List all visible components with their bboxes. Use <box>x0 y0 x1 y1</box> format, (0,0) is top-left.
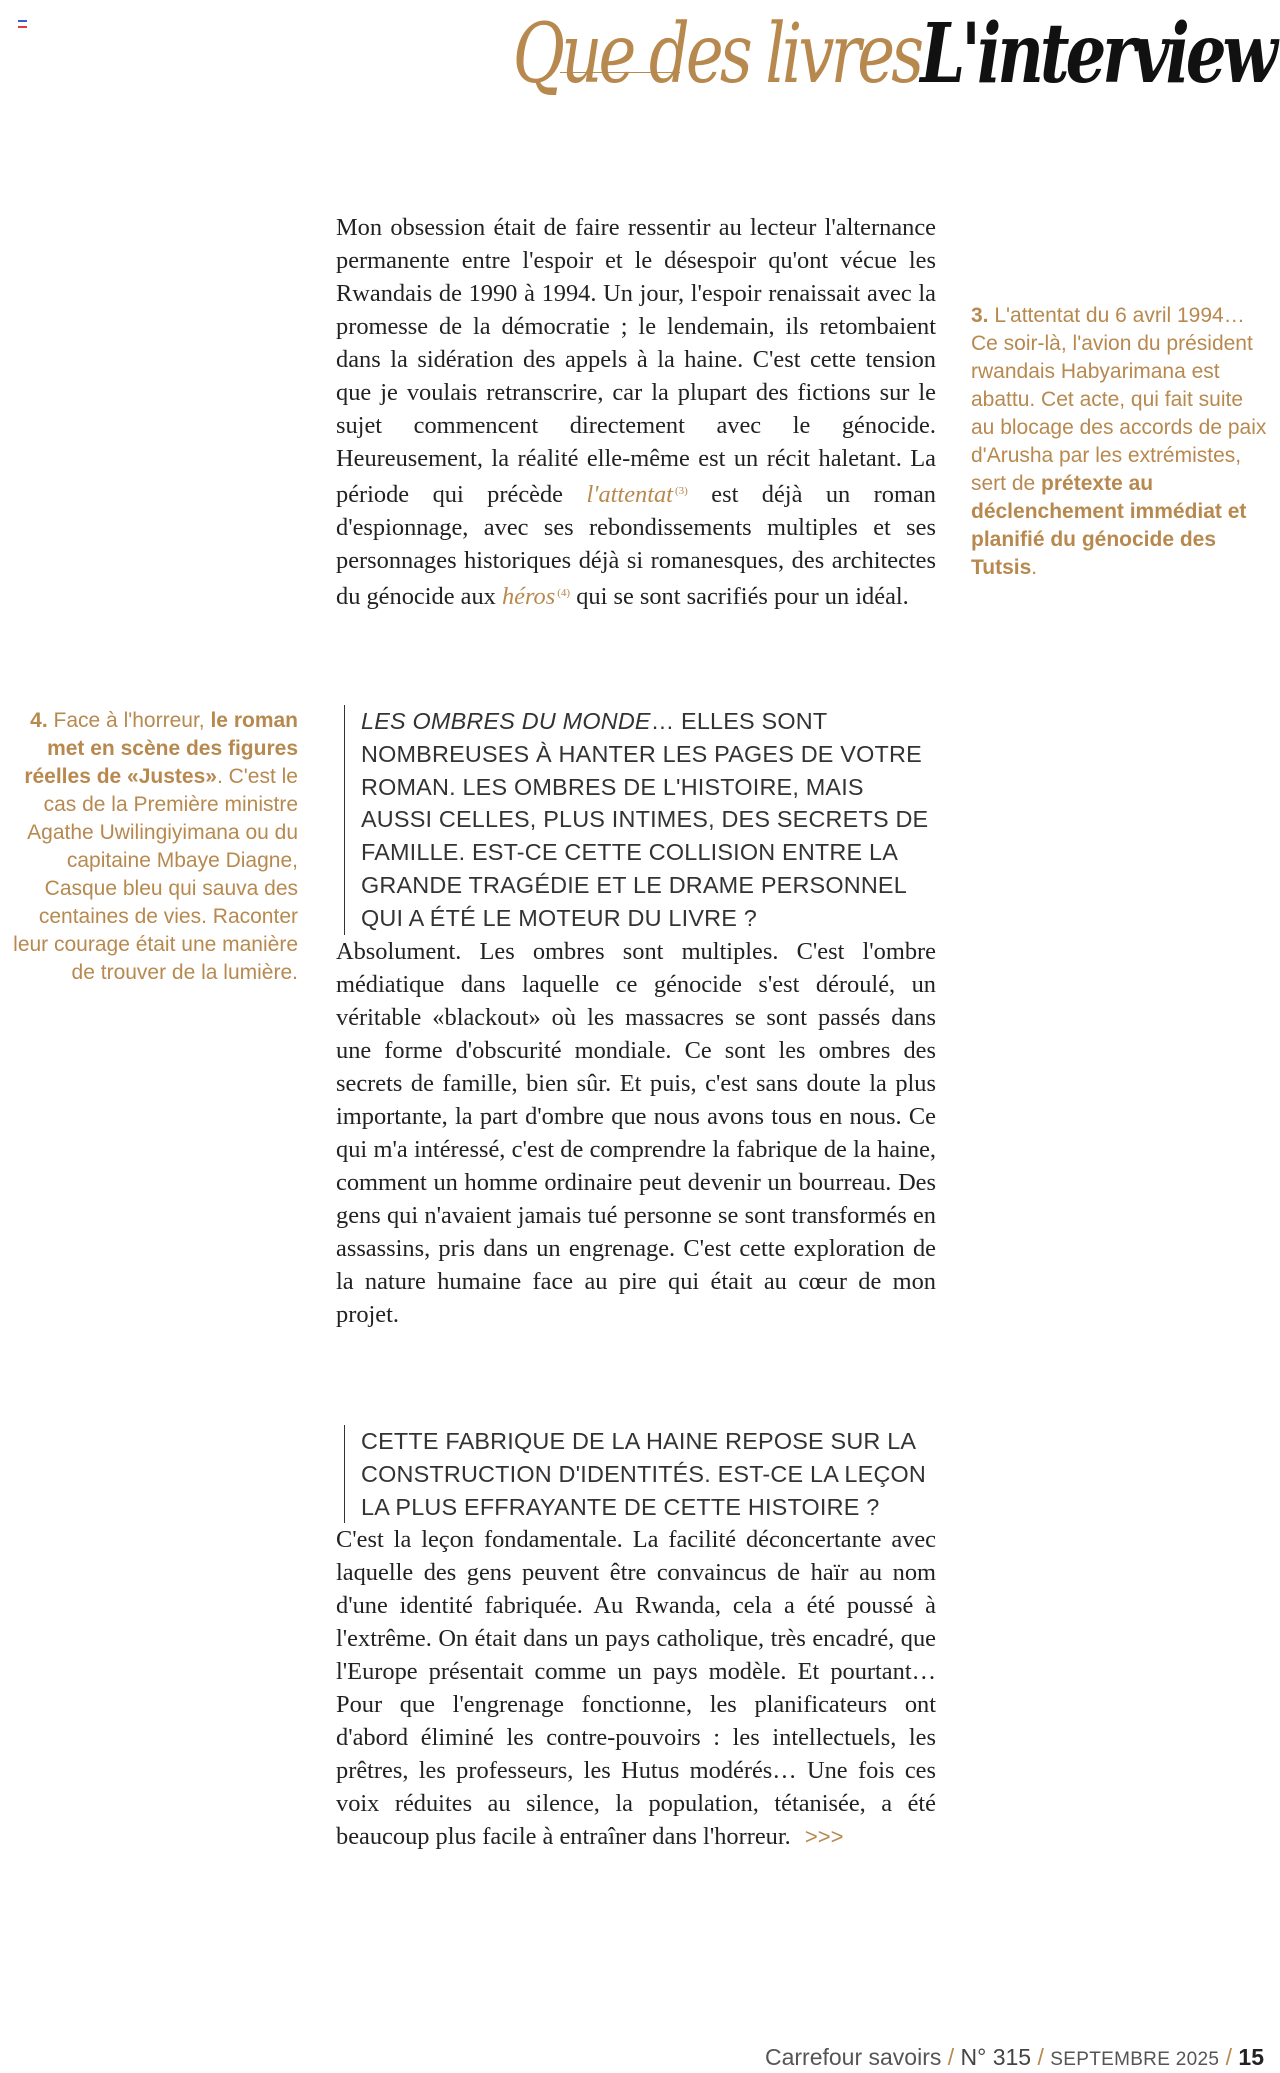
qa-block-2 <box>336 1425 936 1853</box>
answer-text: C'est la leçon fondamentale. La facilité déconcertante avec laquelle des gens peuvent être convaincus de haïr au nom d'une identité fabriquée. Au Rwanda, cela a été poussé à l'extrême. On était dans un pays catholique, très encadré, que l'Europe présentait comme un pays modèle. Et pourtant… Pour que l'engrenage fonctionne, les planificateurs ont d'abord éliminé les contre-pouvoirs : les intellectuels, les prêtres, les professeurs, les Hutus modérés… Une fois ces voix réduites au silence, la population, tétanisée, a été beaucoup plus facile à entraîner dans l'horreur. <box>336 1526 936 1851</box>
page-footer <box>765 2044 1264 2071</box>
magazine-name: Carrefour savoirs <box>764 2044 942 2070</box>
header-title-rubric: L'interview <box>920 6 1274 102</box>
sidenote-bold: le roman met en scène des figures réelles de «Justes» <box>24 709 298 788</box>
sidenote-3 <box>971 302 1271 582</box>
footnote-number-4: (4) <box>557 587 571 599</box>
interview-question <box>344 705 936 935</box>
continue-arrow-icon[interactable]: >>> <box>804 1824 844 1850</box>
footer-separator: / <box>1225 2044 1233 2070</box>
sidenote-number: 4. <box>30 709 48 732</box>
interview-question: CETTE FABRIQUE DE LA HAINE REPOSE SUR LA CONSTRUCTION D'IDENTITÉS. EST-CE LA LEÇON LA PLUS EFFRAYANTE DE CETTE HISTOIRE ? <box>344 1425 936 1523</box>
paragraph-text: qui se sont sacrifiés pour un idéal. <box>576 583 909 610</box>
header-title-section: Que des livres <box>512 7 921 102</box>
footnote-ref-attentat[interactable]: l'attentat <box>586 481 673 508</box>
sidenote-4 <box>0 707 298 987</box>
section-header <box>512 0 1280 102</box>
flag-icon <box>18 20 27 27</box>
paragraph-intro <box>336 211 936 613</box>
footer-separator: / <box>1037 2044 1044 2070</box>
qa-block-1 <box>336 705 936 1331</box>
paragraph-text: est déjà un roman d'espionnage, avec ses rebondissements multiples et ses personnages historiques déjà si romanesques, des architectes du génocide aux <box>336 481 936 610</box>
page-number: 15 <box>1238 2044 1264 2070</box>
sidenote-end: . <box>1031 556 1038 579</box>
sidenote-text: Face à l'horreur, <box>53 709 205 732</box>
question-italic: LES OMBRES DU MONDE <box>361 708 651 734</box>
sidenote-text: L'attentat du 6 avril 1994… Ce soir-là, l'avion du président rwandais Habyarimana est abattu. Cet acte, qui fait suite au blocage des accords de paix d'Arusha par les extrémistes, sert de <box>971 304 1267 495</box>
issue-number: N° 315 <box>960 2044 1032 2070</box>
header-title <box>513 6 1274 102</box>
sidenote-bold: prétexte au déclenchement immédiat et planifié du génocide des Tutsis <box>971 472 1247 579</box>
issue-date: SEPTEMBRE 2025 <box>1050 2049 1220 2070</box>
paragraph-text: Mon obsession était de faire ressentir au lecteur l'alternance permanente entre l'espoir et le désespoir qu'ont vécue les Rwandais de 1990 à 1994. Un jour, l'espoir renaissait avec la promesse de la démocratie ; le lendemain, ils retombaient dans la sidération des appels à la haine. C'est cette tension que je voulais retranscrire, car la plupart des fictions sur le sujet commencent directement avec le génocide. Heureusement, la réalité elle-même est un récit haletant. La période qui précède <box>336 214 936 508</box>
footer-separator: / <box>947 2044 955 2070</box>
footnote-number-3: (3) <box>674 485 688 497</box>
sidenote-text-after: . C'est le cas de la Première ministre Agathe Uwilingiyimana ou du capitaine Mbaye Diagne, Casque bleu qui sauva des centaines de vies. Raconter leur courage était une manière de trouver de la lumière. <box>13 765 298 984</box>
question-text: … ELLES SONT NOMBREUSES À HANTER LES PAGES DE VOTRE ROMAN. LES OMBRES DE L'HISTOIRE, MAIS AUSSI CELLES, PLUS INTIMES, DES SECRETS DE FAMILLE. EST-CE CETTE COLLISION ENTRE LA GRANDE TRAGÉDIE ET LE DRAME PERSONNEL QUI A ÉTÉ LE MOTEUR DU LIVRE ? <box>361 708 929 931</box>
footnote-ref-heros[interactable]: héros <box>501 583 556 610</box>
sidenote-number: 3. <box>971 304 989 327</box>
interview-answer: Absolument. Les ombres sont multiples. C'est l'ombre médiatique dans laquelle ce génocide s'est déroulé, un véritable «blackout» où les massacres se sont passés dans une forme d'obscurité mondiale. Ce sont les ombres des secrets de famille, bien sûr. Et puis, c'est sans doute la plus importante, la part d'ombre que nous avons tous en nous. Ce qui m'a intéressé, c'est de comprendre la fabrique de la haine, comment un homme ordinaire peut devenir un bourreau. Des gens qui n'avaient jamais tué personne se sont transformés en assassins, pris dans un engrenage. C'est cette exploration de la nature humaine face au pire qui était au cœur de mon projet. <box>336 937 936 1328</box>
interview-answer <box>336 1523 936 1853</box>
